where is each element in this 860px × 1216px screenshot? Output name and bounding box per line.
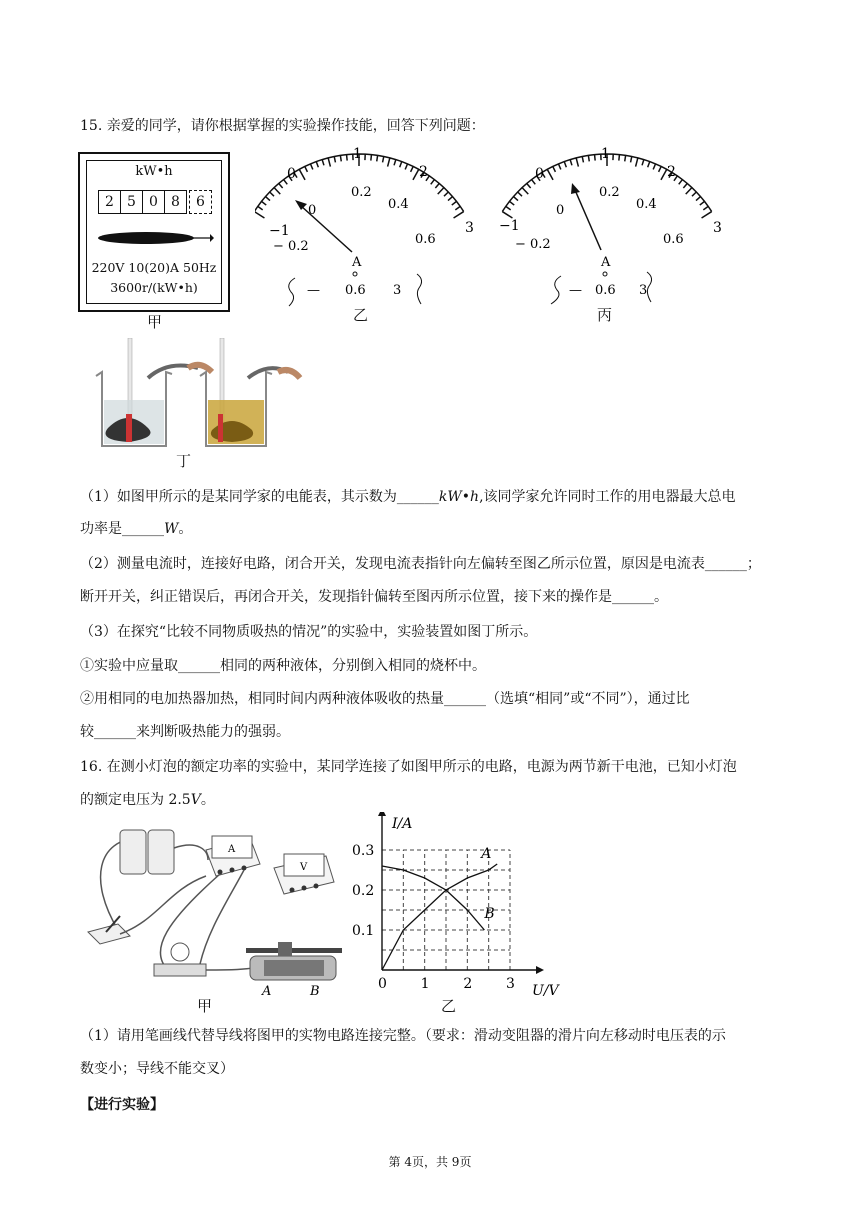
tick-label: − 0.2 (273, 239, 309, 254)
dial-tick (454, 212, 464, 218)
caption-circuit-jia: 甲 (197, 997, 213, 1015)
section-heading: 【进行实验】 (80, 1097, 164, 1113)
dial-tick (570, 160, 572, 166)
dial-tick (334, 156, 335, 162)
dial-tick (679, 180, 683, 185)
x-axis-arrow (536, 966, 544, 974)
ammeter-needle (575, 190, 601, 250)
wire-terminal (551, 276, 561, 304)
dial-tick (582, 156, 583, 162)
caption-jia: 甲 (147, 313, 163, 331)
caption-bing: 丙 (597, 306, 613, 324)
meter-digit: 2 (98, 190, 121, 214)
dial-tick (518, 192, 522, 196)
y-axis-arrow (378, 812, 386, 816)
tick-label: −1 (499, 218, 520, 234)
q15-p1-text: 。 (178, 521, 193, 537)
wire-terminal (417, 274, 422, 304)
q16-line1: 16. 在测小灯泡的额定功率的实验中，某同学连接了如图甲所示的电路，电源为两节新干电池，已知小灯泡 (80, 759, 737, 775)
q15-p1-text: ,该同学家允许同时工作的用电器最大总电 (479, 489, 736, 505)
terminal-label: — (307, 283, 320, 298)
wire-terminal (647, 272, 652, 302)
dial-tick (328, 158, 330, 167)
dial-tick (310, 164, 312, 170)
dial-tick (595, 155, 596, 161)
tick-label: 3 (465, 220, 474, 236)
tick-label: 0 (287, 166, 296, 182)
dial-tick (553, 166, 556, 171)
dial-tick (683, 183, 687, 188)
unit-kwh: kW•h (438, 489, 480, 505)
y-tick-label: 0.1 (352, 923, 375, 939)
meter-digit: 0 (142, 190, 165, 214)
q15-part1-line1 (80, 486, 736, 506)
terminal-label: — (569, 283, 582, 298)
dial-tick (513, 197, 518, 201)
meter-digits (98, 190, 211, 214)
ammeter-yi (255, 140, 485, 310)
dial-tick (371, 155, 372, 161)
q15-part3-item2-line2: 较______来判断吸热能力的强弱。 (80, 724, 290, 740)
tick-label: − 0.2 (515, 237, 551, 252)
tick-label: 0.4 (636, 197, 657, 212)
meter-digit: 5 (120, 190, 143, 214)
dial-tick (305, 166, 308, 171)
battery-icon (120, 830, 146, 874)
dial-tick (299, 169, 305, 180)
dial-tick (558, 164, 560, 170)
dial-tick (274, 188, 280, 195)
ammeter-needle-tip (295, 200, 307, 210)
meter-disc-icon (96, 228, 214, 248)
beakers-illustration (88, 338, 308, 453)
q16-line2 (80, 789, 215, 809)
meter-unit: kW•h (135, 164, 173, 179)
dial-tick (448, 197, 453, 201)
dial-tick (692, 192, 696, 196)
dial-tick (642, 160, 644, 166)
caption-graph-yi: 乙 (441, 997, 457, 1015)
q16-part1-line2: 数变小；导线不能交叉） (80, 1061, 234, 1077)
dial-tick (435, 183, 439, 188)
iv-graph-plot (352, 812, 544, 992)
tick-label: 0 (308, 203, 317, 218)
dial-tick (383, 156, 384, 162)
series-line-A (382, 864, 497, 970)
series-line-B (382, 866, 484, 930)
ammeter-device-icon (206, 836, 260, 876)
dial-tick (702, 212, 712, 218)
meter-digit: 8 (164, 190, 187, 214)
bulb-base-icon (154, 964, 206, 976)
terminal-label: 3 (393, 283, 402, 298)
q15-part3: （3）在探究“比较不同物质吸热的情况”的实验中，实验装置如图丁所示。 (80, 624, 538, 640)
y-axis-label: I/A (392, 816, 413, 832)
q15-part1-line2 (80, 518, 192, 538)
dial-tick (648, 162, 650, 168)
x-axis-label: U/V (532, 983, 559, 999)
dial-tick (522, 188, 528, 195)
q16-text: 。 (200, 792, 215, 808)
q15-part2-line2: 断开开关，纠正错误后，再闭合开关，发现指针偏转至图丙所示位置，接下来的操作是______。 (80, 589, 668, 605)
tick-label: 3 (713, 220, 722, 236)
rheostat-icon (246, 942, 342, 980)
dial-tick (411, 166, 414, 171)
dial-tick (405, 164, 407, 170)
dial-tick (619, 155, 620, 161)
dial-tick (527, 183, 531, 188)
ammeter-unit: A (601, 255, 611, 270)
tick-label: 1 (353, 146, 362, 162)
wire-terminal (289, 278, 295, 306)
dial-tick (703, 206, 708, 209)
q15-p1-text: 功率是______ (80, 521, 164, 537)
dial-tick (279, 183, 283, 188)
question-15-title: 15. 亲爱的同学，请你根据掌握的实验操作技能，回答下列问题： (80, 118, 485, 134)
tick-label: 0.4 (388, 197, 409, 212)
dial-tick (506, 206, 511, 209)
dial-tick (564, 162, 566, 168)
terminal-label: 0.6 (345, 283, 366, 298)
tick-label: 0.6 (415, 232, 436, 247)
dial-tick (438, 188, 444, 195)
tick-label: 1 (601, 146, 610, 162)
voltmeter-device-icon (274, 854, 334, 894)
dial-tick (653, 164, 655, 170)
meter-label: A (228, 844, 236, 855)
caption-yi: 乙 (353, 306, 369, 324)
ammeter-bing (495, 140, 725, 310)
terminal-label: 0.6 (595, 283, 616, 298)
x-tick-label: 1 (420, 976, 430, 992)
dial-tick (255, 212, 264, 218)
iv-graph (352, 812, 572, 1002)
dial-tick (262, 201, 267, 205)
q16-text: 的额定电压为 2.5 (80, 792, 191, 808)
circuit-illustration (78, 820, 358, 1000)
dial-tick (377, 155, 378, 161)
dial-tick (661, 169, 667, 180)
switch-icon (88, 924, 130, 944)
series-label: B (484, 906, 495, 922)
tick-label: 0.2 (599, 185, 620, 200)
meter-label: V (300, 862, 308, 873)
q15-p1-text: （1）如图甲所示的是某同学家的电能表，其示数为______ (80, 489, 439, 505)
dial-tick (388, 158, 390, 167)
q15-part2-line1: （2）测量电流时，连接好电路，闭合开关，发现电流表指针向左偏转至图乙所示位置，原因是电流表______； (80, 556, 761, 572)
ammeter-needle-tip (571, 183, 580, 194)
dial-tick (413, 169, 419, 180)
meter-spec-rating: 220V 10(20)A 50Hz (91, 260, 217, 275)
dial-tick (510, 201, 515, 205)
dial-tick (270, 192, 274, 196)
y-tick-label: 0.2 (352, 883, 375, 899)
terminal-label: 3 (639, 283, 648, 298)
tick-label: 0 (535, 166, 544, 182)
series-label: A (481, 846, 492, 862)
dial-tick (400, 162, 402, 168)
x-tick-label: 2 (463, 976, 473, 992)
tick-label: 2 (419, 164, 428, 180)
dial-tick (340, 155, 341, 161)
unit-v: V (190, 792, 201, 808)
rheostat-terminal-label: B (310, 984, 320, 999)
dial-tick (659, 166, 662, 171)
q15-part3-item1: ①实验中应量取______相同的两种液体，分别倒入相同的烧杯中。 (80, 658, 486, 674)
q15-part3-item2-line1: ②用相同的电加热器加热，相同时间内两种液体吸收的热量______（选填“相同”或“不同”），通过比 (80, 691, 690, 707)
dial-tick (455, 206, 460, 209)
dial-tick (631, 156, 632, 162)
dial-tick (265, 197, 270, 201)
y-tick-label: 0.3 (352, 843, 375, 859)
energy-meter (78, 152, 230, 312)
tick-label: 0.6 (663, 232, 684, 247)
tick-label: 0.2 (351, 185, 372, 200)
ammeter-unit: A (352, 255, 362, 270)
tick-label: 0 (556, 203, 565, 218)
unit-w: W (164, 521, 179, 537)
dial-tick (547, 169, 553, 180)
rheostat-terminal-label: A (262, 984, 272, 999)
dial-tick (625, 155, 626, 161)
dial-tick (258, 206, 263, 209)
dial-tick (347, 155, 348, 161)
dial-tick (394, 160, 396, 166)
dial-tick (588, 155, 589, 161)
dial-tick (316, 162, 318, 168)
dial-tick (322, 160, 324, 166)
dial-tick (576, 158, 578, 167)
bulb-icon (171, 943, 189, 961)
caption-ding: 丁 (176, 452, 192, 470)
meter-spec-revs: 3600r/(kW•h) (110, 280, 198, 295)
dial-tick (696, 197, 701, 201)
x-tick-label: 0 (378, 976, 387, 992)
dial-tick (686, 188, 692, 195)
q16-part1-line1: （1）请用笔画线代替导线将图甲的实物电路连接完整。（要求：滑动变阻器的滑片向左移动时电压表的示 (80, 1028, 726, 1044)
dial-tick (636, 158, 638, 167)
meter-digit-decimal: 6 (189, 190, 212, 214)
dial-tick (431, 180, 435, 185)
tick-label: 2 (667, 164, 676, 180)
dial-tick (700, 201, 705, 205)
dial-tick (452, 201, 457, 205)
battery-icon (148, 830, 174, 874)
tick-label: −1 (269, 223, 290, 239)
page-footer: 第 4页，共 9页 (388, 1155, 472, 1169)
x-tick-label: 3 (506, 976, 515, 992)
dial-tick (444, 192, 448, 196)
